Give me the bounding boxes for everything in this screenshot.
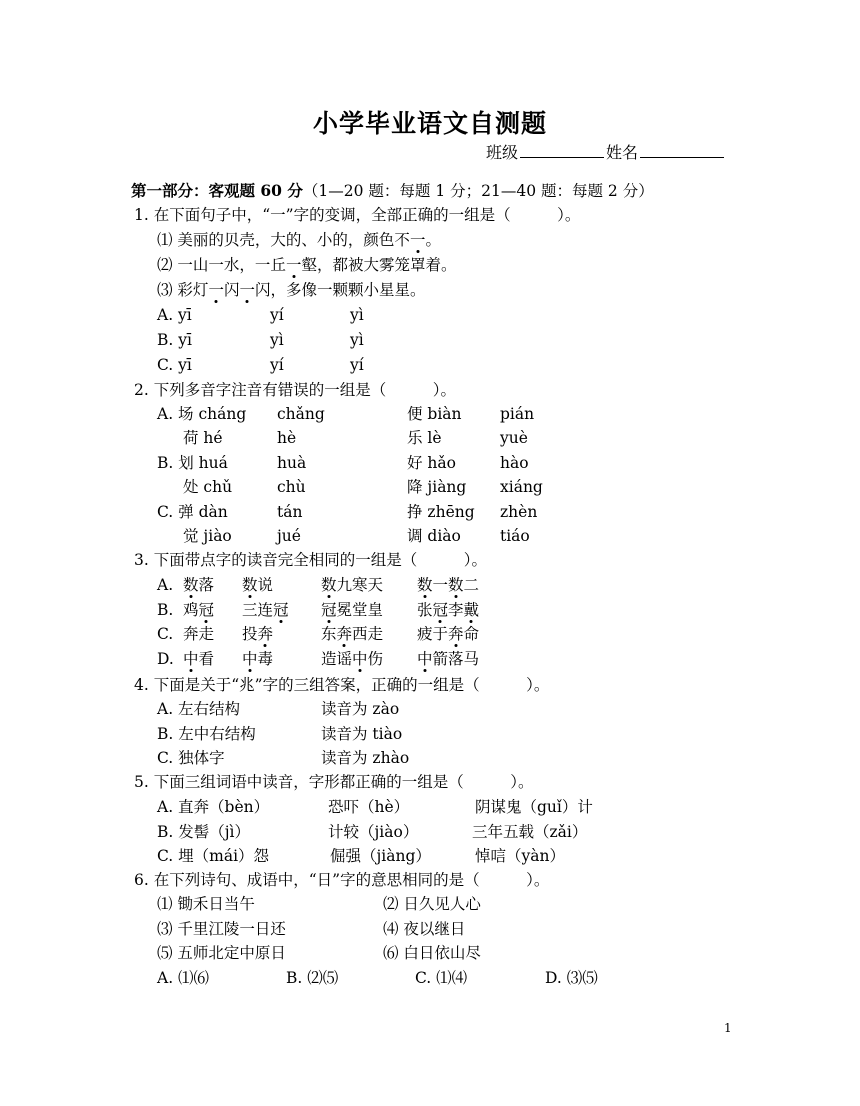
- q3-word-part: 数: [448, 576, 464, 594]
- q5-word: 计较（jiào）: [328, 822, 419, 841]
- q3-word-part: 毒: [257, 649, 274, 668]
- q3-word-part: 中: [352, 649, 368, 668]
- q2-row-cell: jué: [277, 527, 301, 545]
- q3-word-part: 走: [198, 625, 215, 643]
- q1-s2-text: ⑵ 一山一水，一丘: [157, 256, 286, 274]
- q3-word-part: 西走: [352, 625, 384, 643]
- q1-s2-dotted: 一: [285, 256, 302, 274]
- q2-row-cell: tiáo: [500, 527, 530, 545]
- q3-word-part: 奔: [448, 625, 464, 643]
- q3-word-part: 落: [198, 576, 215, 594]
- q4-option-structure: C. 独体字: [157, 749, 225, 767]
- q6-item: ⑸ 五师北定中原日: [157, 944, 286, 962]
- q3-word: [417, 600, 479, 620]
- q1-sentence-2: [157, 255, 456, 275]
- q2-stem: 2. 下列多音字注音有错误的一组是（ ）。: [134, 381, 456, 399]
- q3-word-part: 数: [417, 576, 433, 594]
- q3-word-part: 张: [417, 600, 433, 619]
- q3-word-part: 中: [242, 649, 258, 668]
- q3-word: [183, 624, 214, 644]
- q1-a-2: yí: [270, 306, 284, 324]
- q3-word-part: 三连: [242, 600, 274, 619]
- q1-s3-end: 闪，多像一颗颗小星星。: [254, 281, 426, 299]
- q3-word-part: 数: [183, 576, 199, 594]
- q2-row-cell: 降 jiàng: [407, 478, 467, 497]
- q2-row-cell: 挣 zhēng: [407, 502, 475, 521]
- q4-option-structure: B. 左中右结构: [157, 724, 256, 743]
- name-blank: [640, 143, 724, 158]
- q2-row-cell: 觉 jiào: [183, 527, 232, 545]
- q1-s3-dotted-2: 一: [239, 281, 255, 299]
- q1-c-3: yí: [350, 356, 364, 374]
- q4-stem: 4. 下面是关于“兆”字的三组答案，正确的一组是（ ）。: [134, 676, 550, 694]
- name-label: 姓名: [606, 143, 639, 162]
- q3-word-part: 命: [463, 625, 480, 643]
- q1-a-1: A. yī: [157, 306, 192, 324]
- q3-word-part: 中: [183, 649, 199, 668]
- class-blank: [520, 143, 604, 158]
- q5-word: C. 埋（mái）怨: [157, 847, 270, 865]
- q3-word: [321, 649, 383, 669]
- q1-c-2: yí: [270, 356, 284, 374]
- q2-row-cell: 好 hǎo: [407, 453, 456, 472]
- q6-item: ⑴ 锄禾日当午: [157, 895, 255, 913]
- q1-option-b: [157, 330, 192, 350]
- part-heading: [131, 181, 654, 201]
- q3-word-part: 鸡: [183, 600, 199, 619]
- q6-item: ⑹ 白日依山尽: [383, 944, 481, 962]
- q3-word-part: 中: [417, 649, 433, 668]
- q3-word-part: 李: [448, 600, 464, 619]
- q2-row-cell: chù: [277, 478, 306, 497]
- q6-answer-option: A. ⑴⑹: [157, 969, 210, 987]
- q3-word-part: 冠: [198, 600, 215, 619]
- q3-word: [242, 624, 273, 644]
- q4-option-reading: 读音为 tiào: [321, 724, 403, 743]
- q3-word: [242, 600, 289, 620]
- class-name-line: [486, 140, 726, 163]
- q6-answer-option: D. ⑶⑸: [545, 969, 598, 987]
- q5-word: 阴谋鬼（guǐ）计: [475, 798, 593, 816]
- q3-word-part: 数: [321, 576, 337, 594]
- q3-word: [417, 649, 479, 669]
- q1-a-3: yì: [350, 306, 364, 324]
- q2-row-cell: xiáng: [500, 478, 543, 497]
- q2-row-cell: B. 划 huá: [157, 453, 228, 472]
- q3-word-part: 造谣: [321, 649, 353, 668]
- q3-word-part: 冠: [432, 600, 449, 619]
- q1-s3-dotted-1: 一: [208, 281, 224, 299]
- q1-sentence-3: [157, 280, 426, 300]
- q6-stem: 6. 在下列诗句、成语中，“日”字的意思相同的是（ ）。: [134, 871, 550, 889]
- q1-c-1: C. yī: [157, 356, 192, 374]
- q2-row-cell: yuè: [500, 429, 528, 448]
- q2-row-cell: hè: [277, 429, 297, 448]
- q4-option-structure: A. 左右结构: [157, 700, 241, 718]
- q1-s1-dotted: 一: [409, 231, 426, 249]
- q3-option-label: D.: [157, 649, 174, 668]
- q3-word-part: 九寒天: [336, 576, 384, 594]
- q4-option-reading: 读音为 zào: [321, 700, 400, 718]
- q3-option-label: B.: [157, 600, 174, 619]
- q3-word-part: 奔: [336, 625, 353, 643]
- q3-word-part: 二: [463, 576, 480, 594]
- q2-row-cell: 乐 lè: [407, 429, 442, 448]
- q3-word-part: 一: [432, 576, 449, 594]
- q1-option-a: [157, 305, 192, 325]
- q1-s3-mid: 闪: [223, 281, 240, 299]
- q1-s1-text: ⑴ 美丽的贝壳，大的、小的，颜色不: [157, 231, 410, 249]
- q5-word: 三年五载（zǎi）: [472, 822, 588, 841]
- q3-word-part: 投: [242, 625, 258, 643]
- q3-word-part: 戴: [463, 600, 480, 619]
- q2-row-cell: C. 弹 dàn: [157, 502, 228, 521]
- q3-stem: 3. 下面带点字的读音完全相同的一组是（ ）。: [134, 551, 487, 569]
- q3-word-part: 冠: [321, 600, 337, 619]
- q1-b-3: yì: [350, 331, 364, 349]
- q3-word-part: 奔: [257, 625, 274, 643]
- q3-word-part: 冠: [273, 600, 289, 619]
- q2-row-cell: A. 场 cháng: [157, 405, 247, 423]
- q2-row-cell: hào: [500, 453, 529, 472]
- q3-word-part: 疲于: [417, 625, 449, 643]
- q3-word-part: 冕堂皇: [336, 600, 384, 619]
- q1-sentence-1: [157, 230, 441, 250]
- q3-word: [417, 575, 479, 595]
- q2-row-cell: 处 chǔ: [183, 478, 233, 497]
- q1-option-c: [157, 355, 192, 375]
- q5-word: 倔强（jiàng）: [330, 847, 431, 865]
- q1-stem: 1. 在下面句子中，“一”字的变调，全部正确的一组是（ ）。: [134, 206, 581, 224]
- q4-option-reading: 读音为 zhào: [321, 749, 410, 767]
- q3-option-label: C.: [157, 625, 174, 643]
- page-number: 1: [724, 1021, 732, 1035]
- q5-stem: 5. 下面三组词语中读音，字形都正确的一组是（ ）。: [134, 773, 534, 791]
- q3-word: [183, 575, 214, 595]
- q6-item: ⑷ 夜以继日: [383, 919, 466, 938]
- part-heading-bold: 第一部分：客观题 60 分: [131, 181, 303, 200]
- q3-word: [321, 600, 383, 620]
- q3-word-part: 伤: [367, 649, 384, 668]
- q1-s3-text: ⑶ 彩灯: [157, 281, 209, 299]
- q3-word-part: 说: [257, 576, 274, 594]
- q3-word: [321, 575, 383, 595]
- q3-option-label: A.: [157, 576, 174, 594]
- q5-word: B. 发髻（jì）: [157, 822, 251, 841]
- q6-item: ⑵ 日久见人心: [383, 895, 481, 913]
- q3-word: [183, 600, 214, 620]
- q2-row-cell: pián: [500, 405, 535, 423]
- q3-word-part: 数: [242, 576, 258, 594]
- q2-row-cell: zhèn: [500, 502, 538, 521]
- q5-word: A. 直奔（bèn）: [157, 798, 270, 816]
- q1-b-2: yì: [270, 331, 284, 349]
- q3-word: [242, 649, 273, 669]
- q6-item: ⑶ 千里江陵一日还: [157, 919, 286, 938]
- q1-b-1: B. yī: [157, 331, 192, 349]
- page-title: 小学毕业语文自测题: [312, 109, 547, 138]
- q3-word: [417, 624, 479, 644]
- q5-word: 悼唁（yàn）: [475, 847, 565, 865]
- q2-row-cell: 荷 hé: [183, 429, 223, 448]
- q3-word-part: 东: [321, 625, 337, 643]
- q3-word-part: 箭落马: [432, 649, 480, 668]
- q2-row-cell: chǎng: [277, 405, 325, 423]
- q6-answer-option: B. ⑵⑸: [286, 969, 339, 987]
- q3-word-part: 看: [198, 649, 215, 668]
- q6-answer-option: C. ⑴⑷: [415, 969, 468, 987]
- q3-word: [183, 649, 214, 669]
- q3-word-part: 奔: [183, 625, 199, 643]
- q1-s1-end: 。: [425, 231, 441, 249]
- q1-s2-end: 壑，都被大雾笼罩着。: [301, 256, 457, 274]
- q2-row-cell: 调 diào: [407, 527, 461, 545]
- q3-word: [242, 575, 273, 595]
- q2-row-cell: tán: [277, 502, 303, 521]
- q5-word: 恐吓（hè）: [328, 798, 410, 816]
- part-heading-rest: （1—20 题：每题 1 分；21—40 题：每题 2 分）: [302, 182, 654, 200]
- q2-row-cell: huà: [277, 453, 307, 472]
- q2-row-cell: 便 biàn: [407, 405, 462, 423]
- class-label: 班级: [486, 143, 519, 162]
- q3-word: [321, 624, 383, 644]
